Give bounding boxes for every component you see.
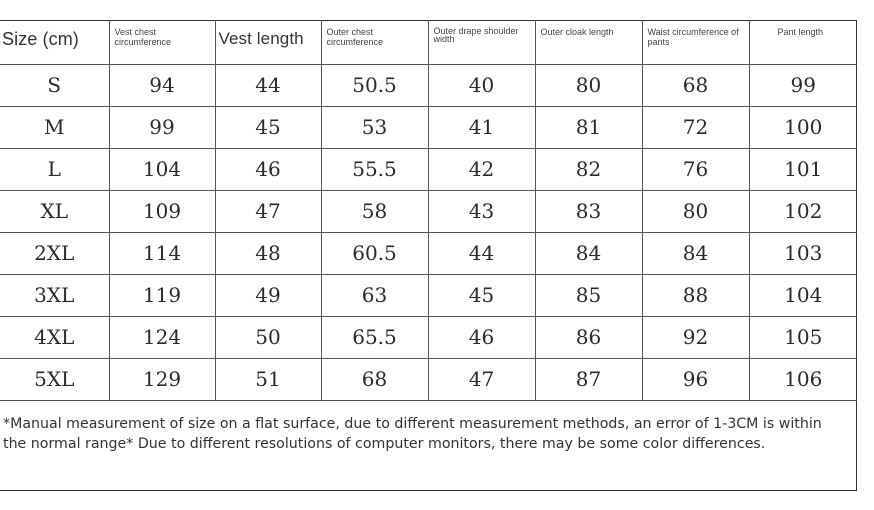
value-cell: 114	[109, 232, 215, 274]
size-cell: L	[0, 148, 109, 190]
value-cell: 84	[642, 232, 749, 274]
value-cell: 80	[642, 190, 749, 232]
value-cell: 72	[642, 106, 749, 148]
value-cell: 80	[535, 64, 642, 106]
value-cell: 99	[109, 106, 215, 148]
size-cell: M	[0, 106, 109, 148]
value-cell: 47	[215, 190, 321, 232]
value-cell: 44	[215, 64, 321, 106]
header-row	[0, 20, 857, 64]
value-cell: 63	[321, 274, 428, 316]
table-row	[0, 64, 857, 106]
size-chart-table	[0, 20, 857, 401]
value-cell: 46	[215, 148, 321, 190]
value-cell: 124	[109, 316, 215, 358]
value-cell: 109	[109, 190, 215, 232]
header-outer-cloak-length: Outer cloak length	[535, 20, 642, 64]
size-cell: 3XL	[0, 274, 109, 316]
value-cell: 48	[215, 232, 321, 274]
value-cell: 40	[428, 64, 535, 106]
value-cell: 129	[109, 358, 215, 400]
value-cell: 45	[215, 106, 321, 148]
measurement-note: *Manual measurement of size on a flat surface, due to different measurement methods, an error of 1-3CM is within the normal range* Due to different resolutions of computer monitors, there may be some color differences.	[3, 416, 822, 452]
table-row	[0, 190, 857, 232]
value-cell: 94	[109, 64, 215, 106]
size-cell: 4XL	[0, 316, 109, 358]
table-row	[0, 316, 857, 358]
value-cell: 96	[642, 358, 749, 400]
size-cell: 5XL	[0, 358, 109, 400]
value-cell: 60.5	[321, 232, 428, 274]
value-cell: 42	[428, 148, 535, 190]
value-cell: 49	[215, 274, 321, 316]
value-cell: 53	[321, 106, 428, 148]
size-cell: XL	[0, 190, 109, 232]
value-cell: 41	[428, 106, 535, 148]
value-cell: 103	[749, 232, 857, 274]
value-cell: 87	[535, 358, 642, 400]
value-cell: 76	[642, 148, 749, 190]
value-cell: 45	[428, 274, 535, 316]
value-cell: 119	[109, 274, 215, 316]
value-cell: 46	[428, 316, 535, 358]
header-vest-length: Vest length	[215, 20, 321, 64]
header-outer-shoulder: Outer drape shoulder width	[428, 20, 535, 64]
value-cell: 83	[535, 190, 642, 232]
value-cell: 105	[749, 316, 857, 358]
value-cell: 104	[749, 274, 857, 316]
value-cell: 68	[321, 358, 428, 400]
value-cell: 55.5	[321, 148, 428, 190]
header-pant-length: Pant length	[749, 20, 857, 64]
value-cell: 101	[749, 148, 857, 190]
size-cell: S	[0, 64, 109, 106]
table-row	[0, 148, 857, 190]
header-size: Size (cm)	[0, 20, 109, 64]
size-cell: 2XL	[0, 232, 109, 274]
value-cell: 65.5	[321, 316, 428, 358]
value-cell: 58	[321, 190, 428, 232]
value-cell: 50.5	[321, 64, 428, 106]
value-cell: 68	[642, 64, 749, 106]
value-cell: 104	[109, 148, 215, 190]
table-row	[0, 358, 857, 400]
header-pants-waist: Waist circumference of pants	[642, 20, 749, 64]
value-cell: 43	[428, 190, 535, 232]
table-row	[0, 106, 857, 148]
value-cell: 99	[749, 64, 857, 106]
value-cell: 50	[215, 316, 321, 358]
value-cell: 47	[428, 358, 535, 400]
value-cell: 85	[535, 274, 642, 316]
header-vest-chest: Vest chest circumference	[109, 20, 215, 64]
value-cell: 88	[642, 274, 749, 316]
value-cell: 81	[535, 106, 642, 148]
value-cell: 102	[749, 190, 857, 232]
value-cell: 86	[535, 316, 642, 358]
value-cell: 92	[642, 316, 749, 358]
value-cell: 84	[535, 232, 642, 274]
table-row	[0, 232, 857, 274]
value-cell: 82	[535, 148, 642, 190]
value-cell: 100	[749, 106, 857, 148]
header-outer-chest: Outer chest circumference	[321, 20, 428, 64]
table-row	[0, 274, 857, 316]
value-cell: 106	[749, 358, 857, 400]
value-cell: 44	[428, 232, 535, 274]
value-cell: 51	[215, 358, 321, 400]
